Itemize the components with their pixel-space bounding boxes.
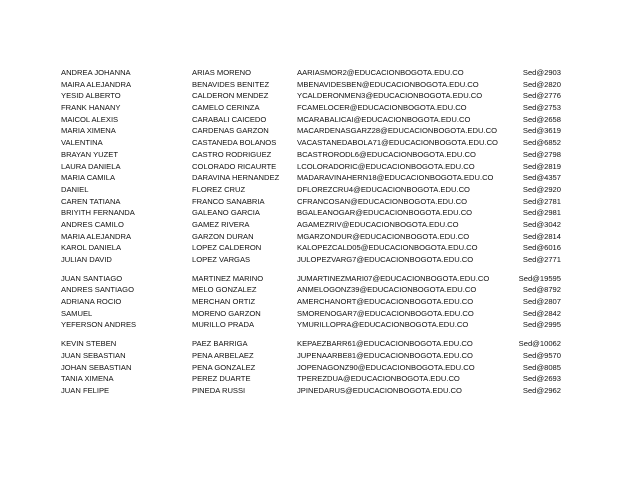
- table-row: [61, 137, 561, 149]
- first-name-cell: SAMUEL: [61, 308, 93, 318]
- last-name-cell: FLOREZ CRUZ: [192, 184, 246, 194]
- first-name-cell: JOHAN SEBASTIAN: [61, 362, 132, 372]
- email-cell: ANMELOGONZ39@EDUCACIONBOGOTA.EDU.CO: [297, 285, 477, 295]
- password-cell: Sed@2842: [522, 308, 561, 318]
- email-cell: SMORENOGAR7@EDUCACIONBOGOTA.EDU.CO: [297, 308, 474, 318]
- email-cell: LCOLORADORIC@EDUCACIONBOGOTA.EDU.CO: [297, 161, 475, 171]
- first-name-cell: FRANK HANANY: [61, 103, 121, 113]
- table-row: [61, 242, 561, 254]
- email-cell: DFLOREZCRU4@EDUCACIONBOGOTA.EDU.CO: [297, 184, 470, 194]
- password-cell: Sed@2995: [522, 320, 561, 330]
- email-cell: FCAMELOCER@EDUCACIONBOGOTA.EDU.CO: [297, 103, 467, 113]
- password-cell: Sed@2962: [522, 385, 561, 395]
- email-cell: YMURILLOPRA@EDUCACIONBOGOTA.EDU.CO: [297, 320, 469, 330]
- table-row: [61, 254, 561, 266]
- first-name-cell: ANDRES CAMILO: [61, 219, 124, 229]
- table-row: [61, 231, 561, 243]
- table-row: [61, 385, 561, 397]
- first-name-cell: BRIYITH FERNANDA: [61, 208, 135, 218]
- last-name-cell: PENA GONZALEZ: [192, 362, 256, 372]
- table-row: [61, 114, 561, 126]
- table-row: [61, 296, 561, 308]
- email-cell: JPINEDARUS@EDUCACIONBOGOTA.EDU.CO: [297, 385, 462, 395]
- first-name-cell: MARIA XIMENA: [61, 126, 116, 136]
- last-name-cell: DARAVINA HERNANDEZ: [192, 173, 280, 183]
- table-row: [61, 273, 561, 285]
- table-row: [61, 308, 561, 320]
- password-cell: Sed@3619: [522, 126, 561, 136]
- table-row: [61, 67, 561, 79]
- password-cell: Sed@2781: [522, 196, 561, 206]
- email-cell: MACARDENASGARZ28@EDUCACIONBOGOTA.EDU.CO: [297, 126, 497, 136]
- email-cell: MCARABALICAI@EDUCACIONBOGOTA.EDU.CO: [297, 114, 471, 124]
- last-name-cell: PAEZ BARRIGA: [192, 339, 248, 349]
- password-cell: Sed@8792: [522, 285, 561, 295]
- first-name-cell: BRAYAN YUZET: [61, 149, 118, 159]
- email-cell: JUPENAARBE81@EDUCACIONBOGOTA.EDU.CO: [297, 350, 473, 360]
- last-name-cell: GALEANO GARCIA: [192, 208, 260, 218]
- first-name-cell: YESID ALBERTO: [61, 91, 121, 101]
- first-name-cell: ANDRES SANTIAGO: [61, 285, 134, 295]
- first-name-cell: ANDREA JOHANNA: [61, 68, 131, 77]
- last-name-cell: CASTRO RODRIGUEZ: [192, 149, 272, 159]
- table-row: [61, 79, 561, 91]
- password-cell: Sed@2753: [522, 103, 561, 113]
- last-name-cell: LOPEZ VARGAS: [192, 255, 251, 264]
- password-cell: Sed@2798: [522, 149, 561, 159]
- table-row: [61, 102, 561, 114]
- password-cell: Sed@6852: [522, 138, 561, 148]
- table-row: [61, 125, 561, 137]
- table-row: [61, 362, 561, 374]
- last-name-cell: MORENO GARZON: [192, 308, 261, 318]
- email-cell: JOPENAGONZ90@EDUCACIONBOGOTA.EDU.CO: [297, 362, 475, 372]
- password-cell: Sed@2807: [522, 297, 561, 307]
- first-name-cell: DANIEL: [61, 184, 89, 194]
- table-row: [61, 90, 561, 102]
- last-name-cell: MARTINEZ MARINO: [192, 273, 264, 283]
- last-name-cell: CARABALI CAICEDO: [192, 114, 267, 124]
- first-name-cell: JUAN SANTIAGO: [61, 273, 123, 283]
- record-group: [61, 338, 561, 396]
- email-cell: CFRANCOSAN@EDUCACIONBOGOTA.EDU.CO: [297, 196, 468, 206]
- table-row: [61, 319, 561, 331]
- last-name-cell: PEREZ DUARTE: [192, 374, 251, 384]
- table-row: [61, 161, 561, 173]
- email-cell: YCALDERONMEN3@EDUCACIONBOGOTA.EDU.CO: [297, 91, 483, 101]
- password-cell: Sed@8085: [522, 362, 561, 372]
- table-row: [61, 207, 561, 219]
- email-cell: VACASTANEDABOLA71@EDUCACIONBOGOTA.EDU.CO: [297, 138, 498, 148]
- password-cell: Sed@19595: [518, 273, 561, 283]
- email-cell: KALOPEZCALD05@EDUCACIONBOGOTA.EDU.CO: [297, 243, 478, 253]
- last-name-cell: PINEDA RUSSI: [192, 385, 246, 395]
- email-cell: AGAMEZRIV@EDUCACIONBOGOTA.EDU.CO: [297, 219, 459, 229]
- email-cell: BCASTRORODL6@EDUCACIONBOGOTA.EDU.CO: [297, 149, 476, 159]
- last-name-cell: CAMELO CERINZA: [192, 103, 260, 113]
- password-cell: Sed@2693: [522, 374, 561, 384]
- first-name-cell: MARIA ALEJANDRA: [61, 231, 132, 241]
- first-name-cell: YEFERSON ANDRES: [61, 320, 137, 330]
- last-name-cell: MERCHAN ORTIZ: [192, 297, 256, 307]
- password-cell: Sed@2658: [522, 114, 561, 124]
- last-name-cell: COLORADO RICAURTE: [192, 161, 277, 171]
- last-name-cell: CALDERON MENDEZ: [192, 91, 269, 101]
- table-row: [61, 219, 561, 231]
- last-name-cell: MURILLO PRADA: [192, 320, 255, 330]
- table-row: [61, 149, 561, 161]
- table-row: [61, 338, 561, 350]
- table-row: [61, 196, 561, 208]
- table-row: [61, 284, 561, 296]
- first-name-cell: MAIRA ALEJANDRA: [61, 79, 132, 89]
- first-name-cell: JUAN SEBASTIAN: [61, 350, 126, 360]
- last-name-cell: FRANCO SANABRIA: [192, 196, 265, 206]
- last-name-cell: BENAVIDES BENITEZ: [192, 79, 270, 89]
- table-row: [61, 184, 561, 196]
- password-cell: Sed@2776: [522, 91, 561, 101]
- email-cell: MBENAVIDESBEN@EDUCACIONBOGOTA.EDU.CO: [297, 79, 479, 89]
- first-name-cell: JULIAN DAVID: [61, 255, 112, 264]
- email-cell: JULOPEZVARG7@EDUCACIONBOGOTA.EDU.CO: [297, 255, 474, 264]
- first-name-cell: JUAN FELIPE: [61, 385, 110, 395]
- last-name-cell: CARDENAS GARZON: [192, 126, 269, 136]
- password-cell: Sed@2814: [522, 231, 561, 241]
- first-name-cell: VALENTINA: [61, 138, 103, 148]
- email-cell: MADARAVINAHERN18@EDUCACIONBOGOTA.EDU.CO: [297, 173, 494, 183]
- first-name-cell: LAURA DANIELA: [61, 161, 121, 171]
- email-cell: AARIASMOR2@EDUCACIONBOGOTA.EDU.CO: [297, 68, 464, 77]
- password-cell: Sed@2820: [522, 79, 561, 89]
- password-cell: Sed@3042: [522, 219, 561, 229]
- first-name-cell: TANIA XIMENA: [61, 374, 114, 384]
- first-name-cell: CAREN TATIANA: [61, 196, 121, 206]
- password-cell: Sed@2981: [522, 208, 561, 218]
- table-row: [61, 350, 561, 362]
- email-cell: JUMARTINEZMARI07@EDUCACIONBOGOTA.EDU.CO: [297, 273, 490, 283]
- table-row: [61, 172, 561, 184]
- first-name-cell: MARIA CAMILA: [61, 173, 116, 183]
- password-cell: Sed@2903: [522, 68, 561, 77]
- email-cell: BGALEANOGAR@EDUCACIONBOGOTA.EDU.CO: [297, 208, 473, 218]
- first-name-cell: MAICOL ALEXIS: [61, 114, 119, 124]
- email-cell: AMERCHANORT@EDUCACIONBOGOTA.EDU.CO: [297, 297, 474, 307]
- table-row: [61, 373, 561, 385]
- record-group: [61, 273, 561, 331]
- email-cell: MGARZONDUR@EDUCACIONBOGOTA.EDU.CO: [297, 231, 470, 241]
- last-name-cell: CASTANEDA BOLANOS: [192, 138, 277, 148]
- record-group: [61, 67, 561, 266]
- last-name-cell: GARZON DURAN: [192, 231, 254, 241]
- password-cell: Sed@10062: [518, 339, 561, 349]
- last-name-cell: MELO GONZALEZ: [192, 285, 257, 295]
- password-cell: Sed@9570: [522, 350, 561, 360]
- password-cell: Sed@4357: [522, 173, 561, 183]
- password-cell: Sed@2819: [522, 161, 561, 171]
- password-cell: Sed@2771: [522, 255, 561, 264]
- first-name-cell: KEVIN STEBEN: [61, 339, 117, 349]
- last-name-cell: PENA ARBELAEZ: [192, 350, 254, 360]
- first-name-cell: KAROL DANIELA: [61, 243, 122, 253]
- student-list: [61, 67, 561, 397]
- password-cell: Sed@2920: [522, 184, 561, 194]
- email-cell: TPEREZDUA@EDUCACIONBOGOTA.EDU.CO: [297, 374, 460, 384]
- first-name-cell: ADRIANA ROCIO: [61, 297, 122, 307]
- last-name-cell: ARIAS MORENO: [192, 68, 252, 77]
- last-name-cell: LOPEZ CALDERON: [192, 243, 262, 253]
- last-name-cell: GAMEZ RIVERA: [192, 219, 250, 229]
- email-cell: KEPAEZBARR61@EDUCACIONBOGOTA.EDU.CO: [297, 339, 473, 349]
- password-cell: Sed@6016: [522, 243, 561, 253]
